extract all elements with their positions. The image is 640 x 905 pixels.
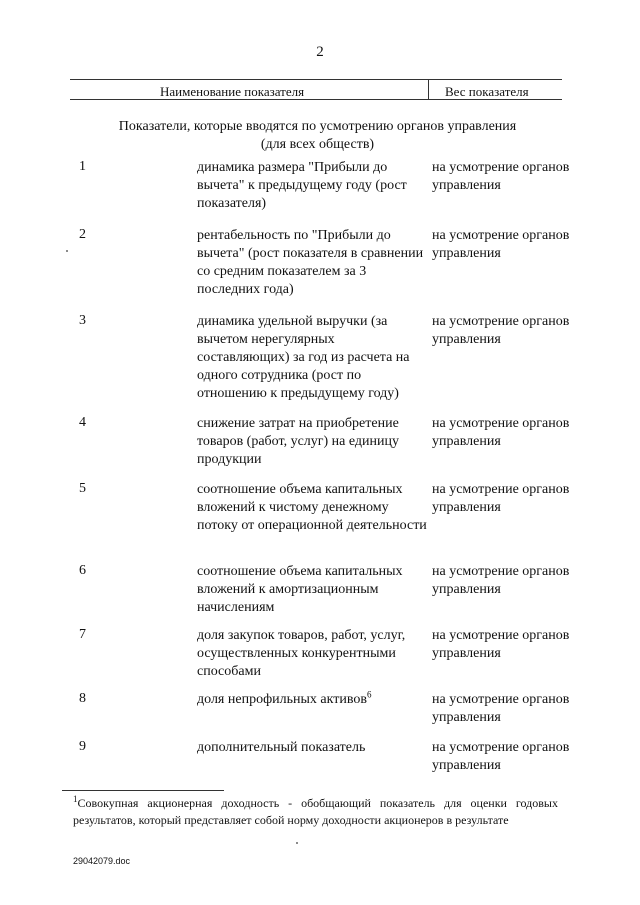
row-number: 3 [79,313,86,328]
row-number: 7 [79,627,86,642]
row-indicator-weight: на усмотрение органов управления [432,740,570,773]
row-indicator-name: соотношение объема капитальных вложений к амортизационным начислениям [197,564,403,615]
header-indicator-weight: Вес показателя [445,84,529,99]
document-id: 29042079.doc [73,856,131,866]
row-indicator-name: дополнительный показатель [197,740,366,755]
footnote-marker: 1 [73,794,78,804]
section-title-line2: (для всех обществ) [260,137,375,152]
row-number: 1 [79,159,86,174]
row-number: 5 [79,481,86,496]
row-indicator-name: доля закупок товаров, работ, услуг, осуществленных конкурентными способами [197,628,406,679]
section-title [60,118,575,154]
table-header-rule [70,99,562,100]
row-indicator-name: динамика удельной выручки (за вычетом нерегулярных составляющих) за год из расчета на одного сотрудника (рост по отношению к предыдущему году) [197,314,410,401]
row-number: 9 [79,739,86,754]
footnote [73,795,558,829]
scan-speck [66,250,68,252]
row-number: 4 [79,415,86,430]
row-number: 8 [79,691,86,706]
table-top-rule [70,79,562,80]
scan-speck [296,842,298,844]
row-indicator-name: рентабельность по "Прибыли до вычета" (рост показателя в сравнении со средним показателем за 3 последних года) [197,228,424,297]
page-number: 2 [316,44,324,60]
row-indicator-weight: на усмотрение органов управления [432,314,570,347]
header-indicator-name: Наименование показателя [160,84,305,99]
row-indicator-weight: на усмотрение органов управления [432,628,570,661]
footnote-separator [62,790,224,791]
row-indicator-weight: на усмотрение органов управления [432,416,570,449]
row-indicator-name: динамика размера "Прибыли до вычета" к предыдущему году (рост показателя) [197,160,407,211]
row-indicator-weight: на усмотрение органов управления [432,692,570,725]
row-indicator-name: снижение затрат на приобретение товаров (работ, услуг) на единицу продукции [197,416,399,467]
row-indicator-weight: на усмотрение органов управления [432,482,570,515]
footnote-text: Совокупная акционерная доходность - обобщающий показатель для оценки годовых результатов, который представляет собой норму доходности акционеров в результате [73,796,558,827]
row-indicator-name [197,691,427,709]
row-indicator-name: соотношение объема капитальных вложений к чистому денежному потоку от операционной деятельности [197,482,427,533]
row-number: 6 [79,563,86,578]
footnote-reference: 6 [366,689,372,700]
header-column-divider [428,80,429,99]
row-indicator-weight: на усмотрение органов управления [432,228,570,261]
row-indicator-weight: на усмотрение органов управления [432,564,570,597]
row-indicator-weight: на усмотрение органов управления [432,160,570,193]
row-number: 2 [79,227,86,242]
row-indicator-name-text: доля непрофильных активов [197,692,367,707]
section-title-line1: Показатели, которые вводятся по усмотрению органов управления [118,119,517,134]
